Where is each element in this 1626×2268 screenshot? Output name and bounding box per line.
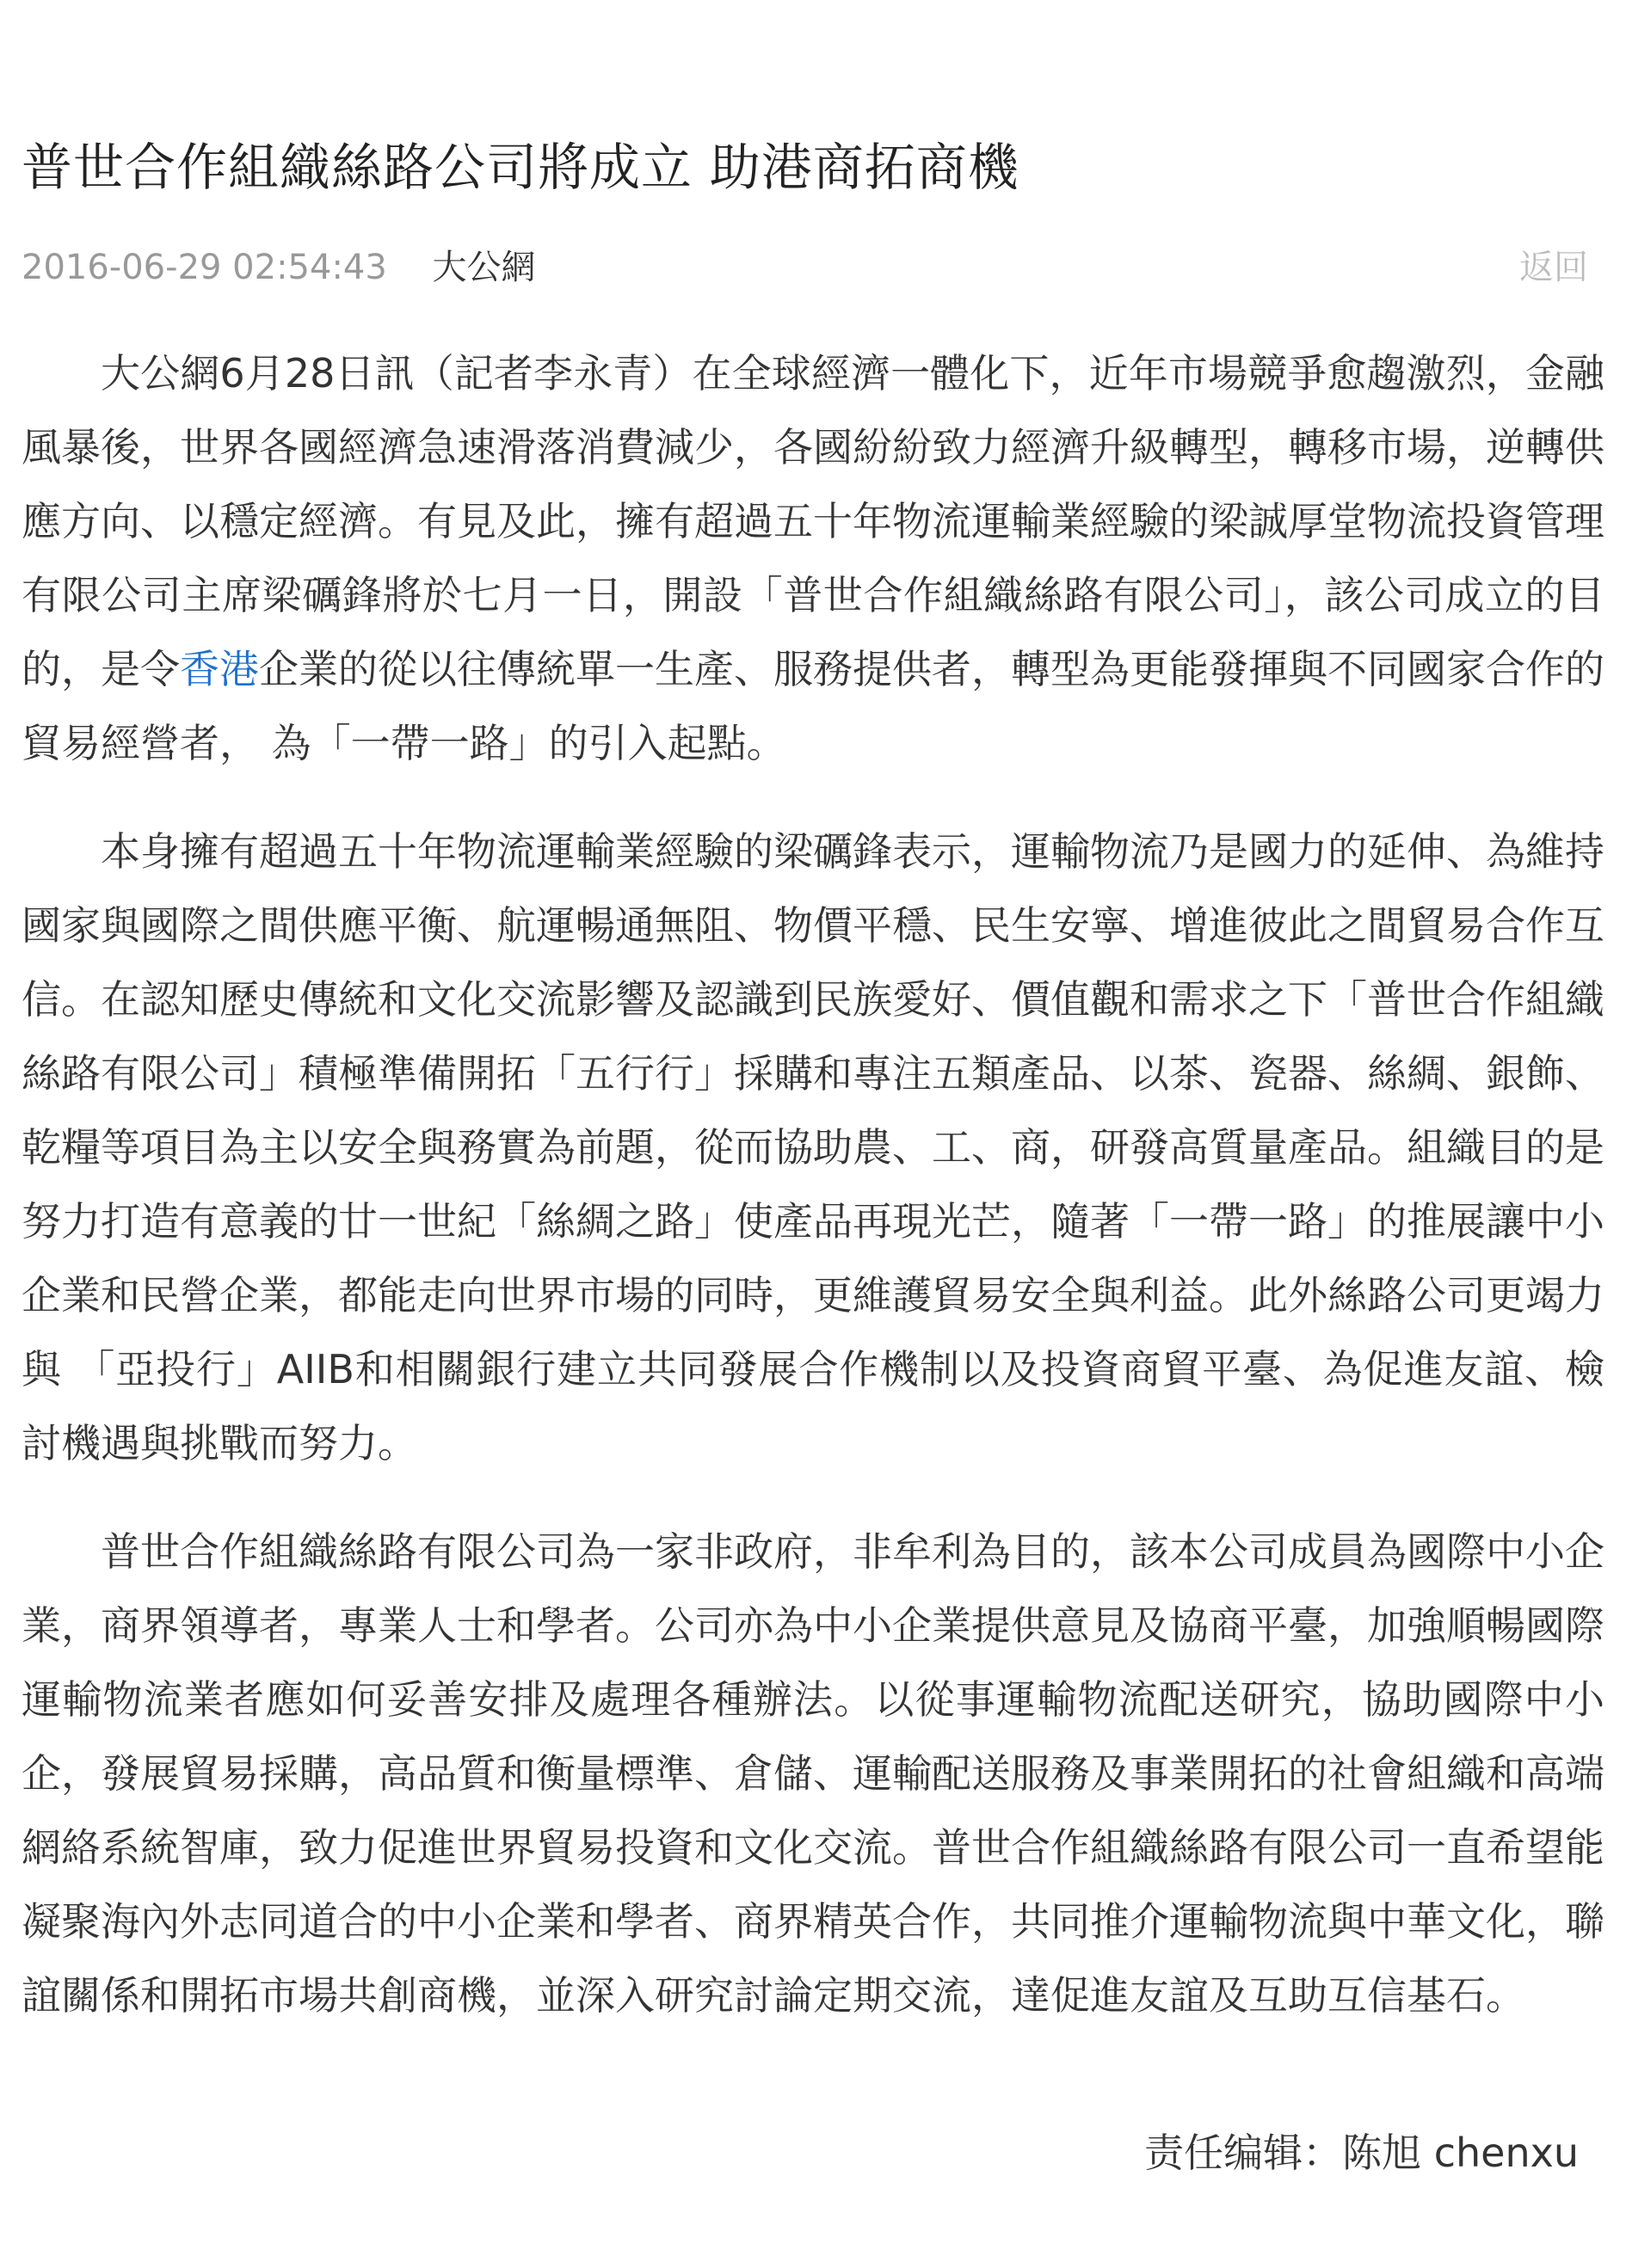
article-meta (22, 242, 1604, 293)
hong-kong-link[interactable]: 香港 (180, 646, 259, 692)
paragraph-1-text-end: 企業的從以往傳統單一生產、服務提供者，轉型為更能發揮與不同國家合作的貿易經營者， 為「一帶一路」的引入起點。 (22, 646, 1604, 766)
paragraph-1-text-start: 大公網6月28日訊（記者李永青）在全球經濟一體化下，近年市場競爭愈趨激烈，金融風暴後，世界各國經濟急速滑落消費減少，各國紛紛致力經濟升級轉型，轉移市場，逆轉供應方向、以穩定經濟。有見及此，擁有超過五十年物流運輸業經驗的梁誠厚堂物流投資管理有限公司主席梁礪鋒將於七月一日，開設「普世合作組織絲路有限公司」，該公司成立的目的，是令 (22, 350, 1604, 692)
paragraph-3: 普世合作組織絲路有限公司為一家非政府，非牟利為目的，該本公司成員為國際中小企業，商界領導者，專業人士和學者。公司亦為中小企業提供意見及協商平臺，加強順暢國際運輸物流業者應如何妥善安排及處理各種辦法。以從事運輸物流配送研究，協助國際中小企，發展貿易採購，高品質和衡量標準、倉儲、運輸配送服務及事業開拓的社會組織和高端網絡系統智庫，致力促進世界貿易投資和文化交流。普世合作組織絲路有限公司一直希望能凝聚海內外志同道合的中小企業和學者、商界精英合作，共同推介運輸物流與中華文化，聯誼關係和開拓市場共創商機，並深入研究討論定期交流，達促進友誼及互助互信基石。 (22, 1528, 1604, 2019)
back-link[interactable]: 返回 (1519, 248, 1588, 287)
paragraph-1 (22, 336, 1604, 780)
article-title: 普世合作組織絲路公司將成立 助港商拓商機 (22, 138, 1019, 197)
paragraph-2: 本身擁有超過五十年物流運輸業經驗的梁礪鋒表示，運輸物流乃是國力的延伸、為維持國家與國際之間供應平衡、航運暢通無阻、物價平穩、民生安寧、增進彼此之間貿易合作互信。在認知歷史傳統和文化交流影響及認識到民族愛好、價值觀和需求之下「普世合作組織絲路有限公司」積極準備開拓「五行行」採購和專注五類產品、以茶、瓷器、絲綢、銀飾、乾糧等項目為主以安全與務實為前題，從而協助農、工、商，研發高質量產品。組織目的是努力打造有意義的廿一世紀「絲綢之路」使產品再現光芒，隨著「一帶一路」的推展讓中小企業和民營企業，都能走向世界市場的同時，更維護貿易安全與利益。此外絲路公司更竭力與 「亞投行」AIIB和相關銀行建立共同發展合作機制以及投資商貿平臺、為促進友誼、檢討機遇與挑戰而努力。 (22, 828, 1604, 1466)
article-body (22, 336, 1604, 2032)
article-source: 大公網 (432, 248, 536, 287)
publish-date: 2016-06-29 02:54:43 (22, 248, 387, 287)
responsible-editor: 责任编辑：陈旭 chenxu (1144, 2130, 1579, 2176)
